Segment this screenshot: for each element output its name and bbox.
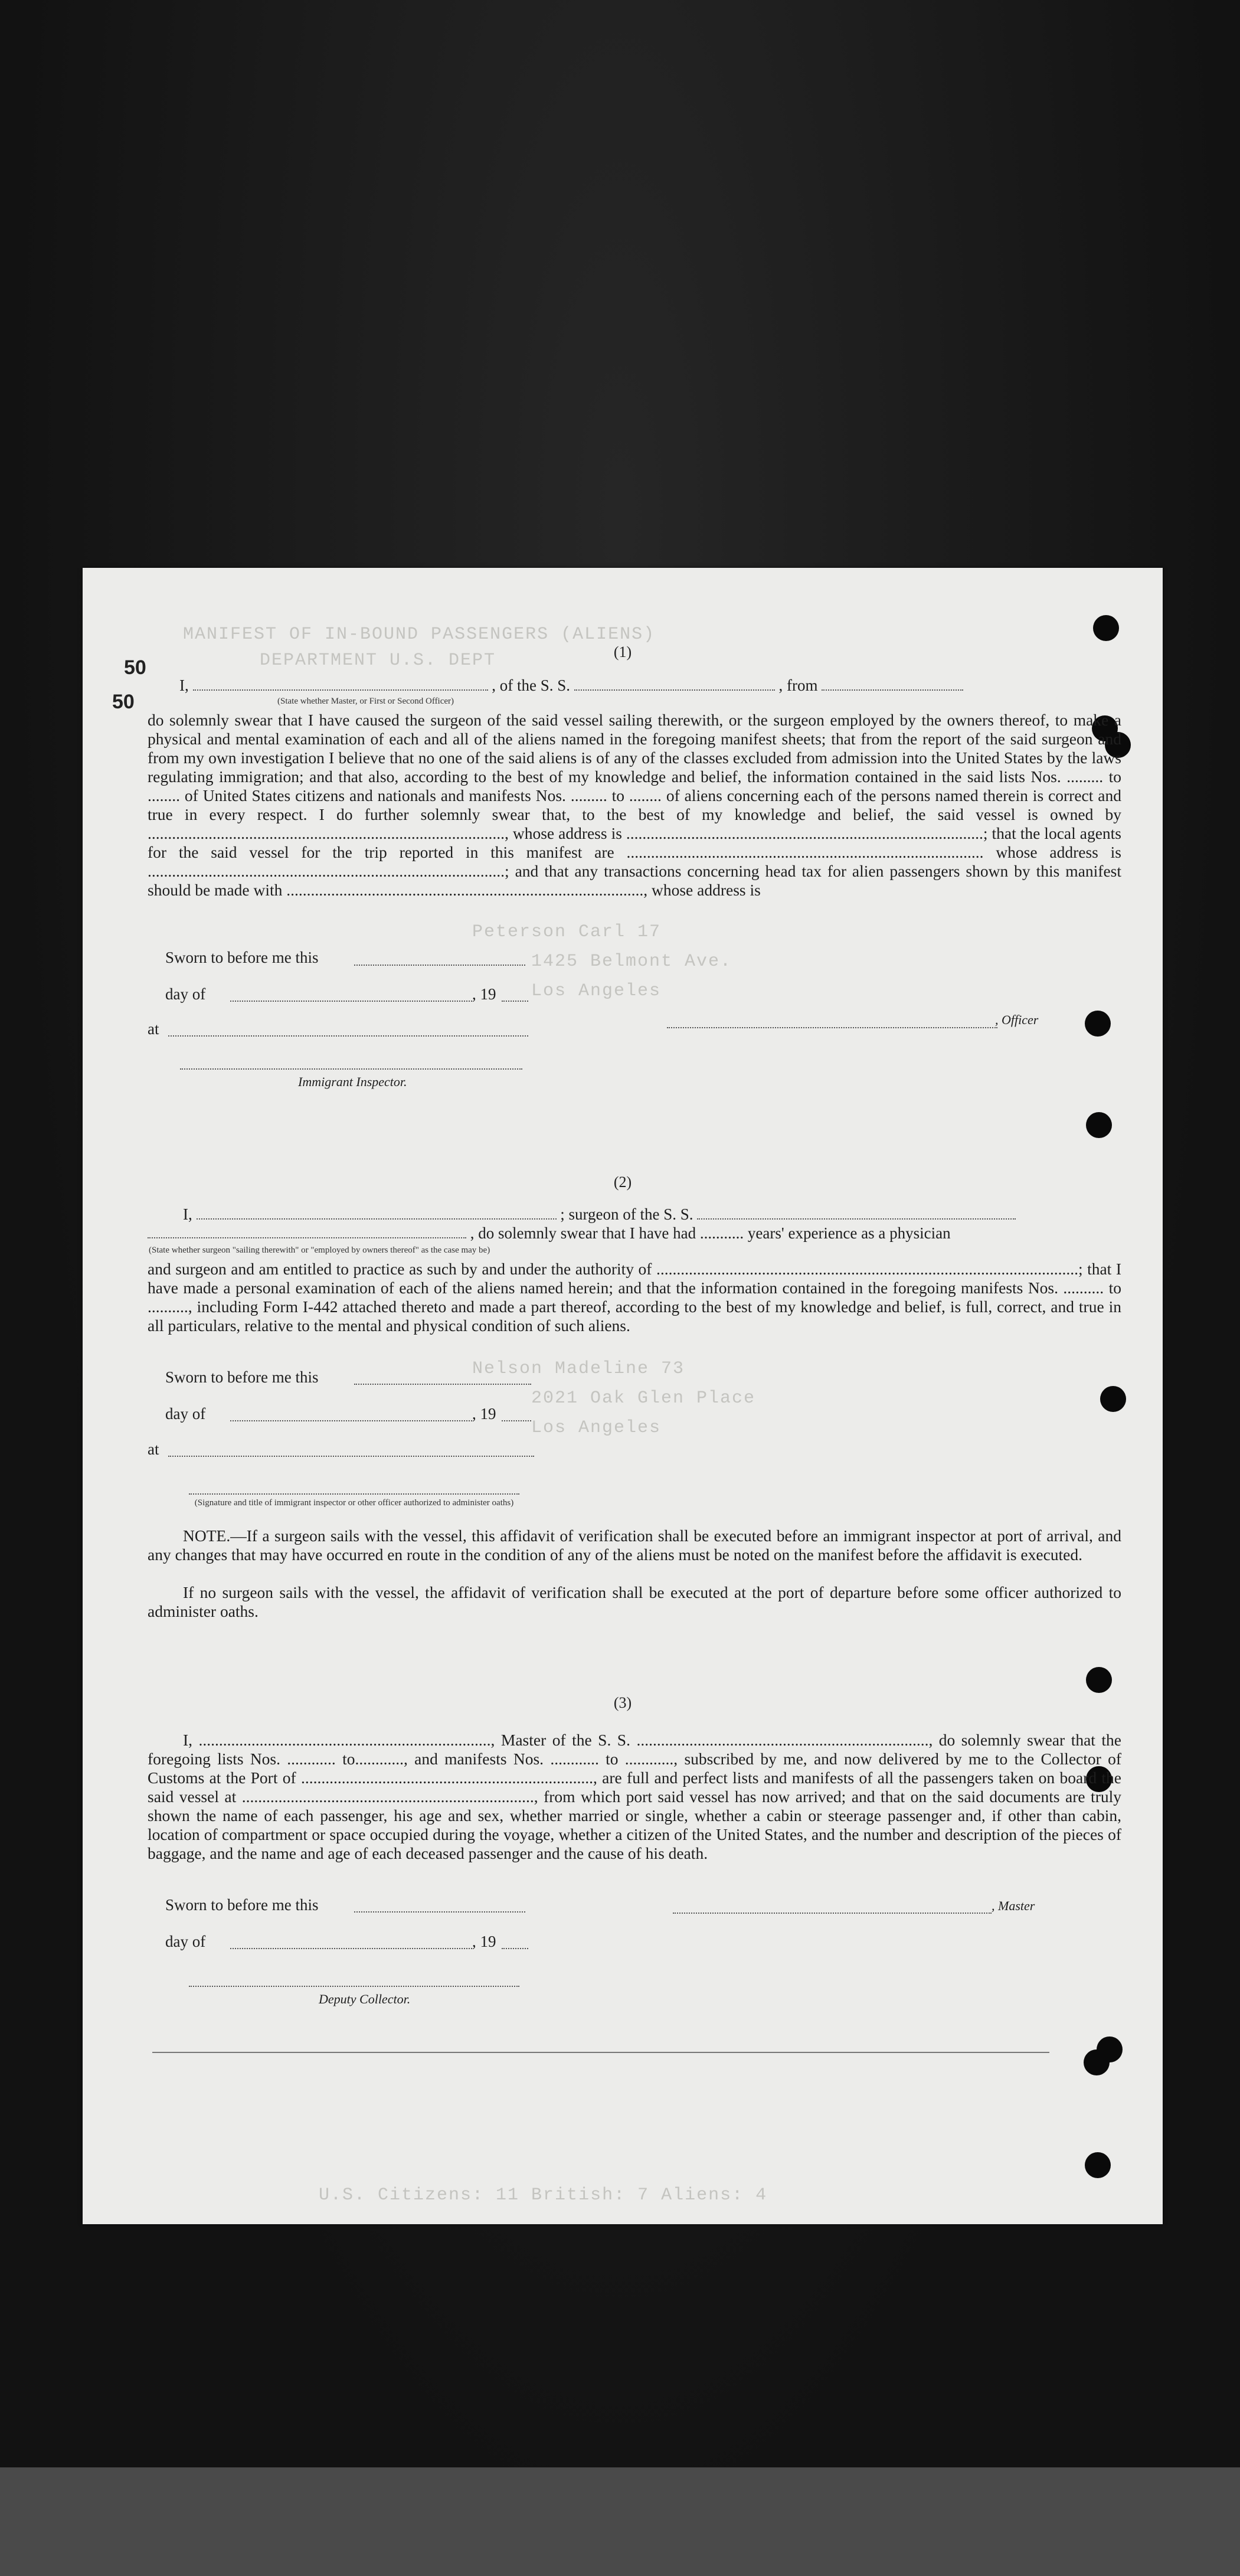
- punch-hole: [1093, 615, 1119, 641]
- ghost-header-2: DEPARTMENT U.S. DEPT: [260, 650, 496, 671]
- blank-officer-name[interactable]: [193, 678, 488, 691]
- ghost-footer: U.S. Citizens: 11 British: 7 Aliens: 4: [319, 2185, 768, 2205]
- blank-surgeon-capacity[interactable]: [148, 1225, 466, 1238]
- section-1-oath-text: do solemnly swear that I have caused the surgeon of the said vessel sailing therewith, or the surgeon employed by the owners thereof, to make a physical and mental examination of each and all of the aliens named in the foregoing manifest sheets; that from the report of the said surgeon and from my own investigation I believe that no one of the said aliens is of any of the classes excluded from admission into the United States by the laws regulating immigration; and that also, according to the best of my knowledge and belief, the information contained in the said lists Nos. ......... to ........ of United States citizens and nationals and manifests Nos. ......... to ........ of aliens concerning each of the persons named therein is correct and true in every respect. I do further solemnly swear that, to the best of my knowledge and belief, the said vessel is owned by ........................................................................................, whose address is ........................................................................................; that the local agents for the said vessel for the trip reported in this manifest are ........................................................................................ whose address is ........................................................................................; and that any transactions concerning head tax for alien passengers shown by this manifest should be made with ........................................................................................, whose address is: [148, 711, 1121, 899]
- note-paragraph-2: If no surgeon sails with the vessel, the affidavit of verification shall be executed at the port of departure before some officer authorized to administer oaths.: [148, 1583, 1121, 1620]
- blank-master-signature[interactable]: [673, 1913, 992, 1914]
- blank-month[interactable]: [230, 1948, 472, 1949]
- punch-hole: [1086, 1112, 1112, 1138]
- label-surgeon-of-ss: ; surgeon of the S. S.: [560, 1205, 693, 1223]
- sworn-line: Sworn to before me this: [165, 1896, 319, 1914]
- sworn-line: Sworn to before me this: [165, 1368, 319, 1386]
- section-2-line-2: [148, 1224, 951, 1243]
- label-i: I,: [183, 1205, 192, 1223]
- manifest-back-page: [83, 568, 1163, 2224]
- ghost-row: Peterson Carl 17: [472, 922, 662, 942]
- deputy-collector-label: Deputy Collector.: [319, 1992, 411, 2006]
- punch-hole: [1100, 1386, 1126, 1412]
- experience-text: , do solemnly swear that I have had ........... years' experience as a physician: [470, 1224, 951, 1242]
- signature-hint: (Signature and title of immigrant inspector or other officer authorized to administer oaths): [194, 1498, 514, 1508]
- section-3-number: (3): [613, 1694, 632, 1711]
- section-3-oath-text: I, ........................................................................, Master of the S. S. ........................................................................, do solemnly swear that the foregoing lists Nos. ............ to............, and manifests Nos. ............ to ............, subscribed by me, and now delivered by me to the Collector of Customs at the Port of ........................................................................, are full and perfect lists and manifests of all the passengers taken on board the said vessel at ........................................................................, from which port said vessel has now arrived; and that on the said documents are truly shown the name of each passenger, his age and sex, whether married or single, whether a cabin or steerage passenger and, if other than cabin, location of compartment or space occupied during the voyage, whether a citizen of the United States, and the number and description of the pieces of baggage, and the name and age of each deceased passenger and the cause of his death.: [148, 1731, 1121, 1862]
- margin-page-number: 50: [124, 656, 146, 679]
- punch-hole: [1085, 1011, 1111, 1037]
- section-1-number: (1): [613, 643, 632, 661]
- label-from: , from: [778, 676, 818, 694]
- sworn-line: Sworn to before me this: [165, 949, 319, 966]
- blank-vessel-name[interactable]: [574, 678, 775, 691]
- punch-hole: [1084, 2049, 1110, 2075]
- blank-officer-signature[interactable]: [189, 1493, 519, 1495]
- punch-hole: [1086, 1667, 1112, 1693]
- blank-month[interactable]: [230, 1001, 472, 1002]
- ghost-header: MANIFEST OF IN-BOUND PASSENGERS (ALIENS): [183, 625, 656, 645]
- blank-deputy-signature[interactable]: [189, 1986, 519, 1987]
- immigrant-inspector-label: Immigrant Inspector.: [298, 1074, 407, 1089]
- note-paragraph: NOTE.—If a surgeon sails with the vessel, this affidavit of verification shall be executed before an immigrant inspector at port of arrival, and any changes that may have occurred en route in the condition of any of the aliens must be noted on the manifest before the affidavit is executed.: [148, 1526, 1121, 1564]
- blank-inspector-signature[interactable]: [180, 1068, 522, 1070]
- ghost-row: Los Angeles: [531, 981, 662, 1001]
- year-label: , 19: [472, 985, 496, 1003]
- blank-surgeon-name[interactable]: [197, 1207, 557, 1220]
- ghost-row: 1425 Belmont Ave.: [531, 952, 732, 972]
- section-2-line-1: [183, 1205, 1016, 1224]
- blank-sworn-date[interactable]: [354, 1384, 531, 1385]
- ghost-row: Los Angeles: [531, 1418, 662, 1438]
- at-label: at: [148, 1440, 159, 1458]
- blank-sworn-date[interactable]: [354, 965, 525, 966]
- label-i: I,: [179, 676, 189, 694]
- officer-type-hint: (State whether Master, or First or Second Officer): [277, 697, 454, 706]
- margin-page-number: 50: [112, 691, 135, 713]
- blank-year[interactable]: [502, 1948, 528, 1949]
- blank-month[interactable]: [230, 1420, 472, 1421]
- section-2-number: (2): [613, 1173, 632, 1191]
- bottom-divider: [152, 2052, 1049, 2053]
- surgeon-capacity-hint: (State whether surgeon "sailing therewith" or "employed by owners thereof" as the case may be): [149, 1245, 490, 1255]
- blank-year[interactable]: [502, 1420, 531, 1421]
- label-of-ss: , of the S. S.: [492, 676, 571, 694]
- blank-year[interactable]: [502, 1001, 528, 1002]
- ghost-row: Nelson Madeline 73: [472, 1359, 685, 1379]
- punch-hole: [1085, 2152, 1111, 2178]
- blank-sworn-date[interactable]: [354, 1911, 525, 1913]
- year-label: , 19: [472, 1933, 496, 1950]
- at-label: at: [148, 1020, 159, 1038]
- officer-label: , Officer: [995, 1012, 1039, 1027]
- blank-officer-signature[interactable]: [667, 1027, 997, 1028]
- day-of-label: day of: [165, 985, 206, 1003]
- blank-at-place[interactable]: [168, 1035, 528, 1037]
- blank-at-place[interactable]: [168, 1456, 534, 1457]
- ghost-row: 2021 Oak Glen Place: [531, 1388, 756, 1408]
- blank-vessel-name[interactable]: [697, 1207, 1016, 1220]
- year-label: , 19: [472, 1405, 496, 1423]
- section-2-oath-text: and surgeon and am entitled to practice as such by and under the authority of ........................................................................................................; that I have made a personal examination of each of the aliens named herein; and that the information contained in the foregoing manifests Nos. .......... to .........., including Form I-442 attached thereto and made a part thereof, according to the best of my knowledge and belief, is full, correct, and true in all particulars, relative to the mental and physical condition of such aliens.: [148, 1260, 1121, 1335]
- scanner-bottom-band: [0, 2467, 1240, 2576]
- blank-from-port[interactable]: [822, 678, 963, 691]
- day-of-label: day of: [165, 1405, 206, 1423]
- day-of-label: day of: [165, 1933, 206, 1950]
- section-1-line-1: [179, 676, 963, 695]
- master-label: , Master: [992, 1898, 1035, 1913]
